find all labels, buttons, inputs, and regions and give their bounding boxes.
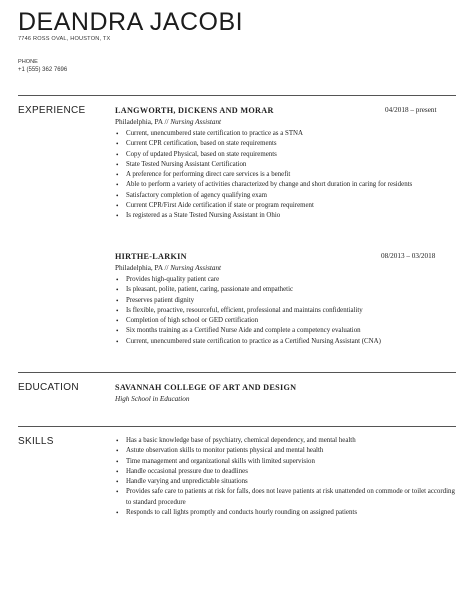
- list-item: • Able to perform a variety of activities characterized by change and short duration in caring for residents: [115, 180, 460, 190]
- section-title-education: EDUCATION: [18, 382, 79, 393]
- divider: [18, 426, 456, 427]
- address: 7746 ROSS OVAL, HOUSTON, TX: [18, 36, 111, 42]
- employer-name: HIRTHE-LARKIN: [115, 252, 187, 261]
- section-title-experience: EXPERIENCE: [18, 105, 86, 116]
- list-item: • Current CPR certification, based on state requirements: [115, 139, 460, 149]
- candidate-name: DEANDRA JACOBI: [18, 8, 244, 36]
- degree: High School in Education: [115, 395, 190, 403]
- job-role: Nursing Assistant: [170, 264, 222, 272]
- list-item: • Responds to call lights promptly and conducts hourly rounding on assigned patients: [115, 508, 460, 518]
- job-location: Philadelphia, PA //: [115, 118, 169, 126]
- job-dates: 08/2013 – 03/2018: [381, 252, 436, 260]
- list-item: • Has a basic knowledge base of psychiatry, chemical dependency, and mental health: [115, 436, 460, 446]
- job-location: Philadelphia, PA //: [115, 264, 169, 272]
- school-name: SAVANNAH COLLEGE OF ART AND DESIGN: [115, 383, 297, 392]
- phone-number: +1 (555) 362 7696: [18, 67, 68, 73]
- list-item: • Provides safe care to patients at risk for falls, does not leave patients at risk unattended on commode or toilet according to standard procedure: [115, 487, 460, 508]
- list-item: • Completion of high school or GED certification: [115, 316, 460, 326]
- list-item: • A preference for performing direct care services is a benefit: [115, 170, 460, 180]
- list-item: • Satisfactory completion of agency qualifying exam: [115, 191, 460, 201]
- section-title-skills: SKILLS: [18, 436, 54, 447]
- list-item: • Is pleasant, polite, patient, caring, passionate and empathetic: [115, 285, 460, 295]
- list-item: • Astute observation skills to monitor patients physical and mental health: [115, 446, 460, 456]
- skills-list: [115, 436, 460, 518]
- job-bullet-list: [115, 275, 460, 347]
- list-item: • Provides high-quality patient care: [115, 275, 460, 285]
- list-item: • Copy of updated Physical, based on state requirements: [115, 150, 460, 160]
- divider: [18, 95, 456, 96]
- list-item: • Handle occasional pressure due to deadlines: [115, 467, 460, 477]
- list-item: • Is registered as a State Tested Nursing Assistant in Ohio: [115, 211, 460, 221]
- list-item: • Handle varying and unpredictable situations: [115, 477, 460, 487]
- list-item: • Preserves patient dignity: [115, 296, 460, 306]
- divider: [18, 372, 456, 373]
- job-location-role: [115, 118, 221, 126]
- list-item: • Current, unencumbered state certification to practice as a Certified Nursing Assistant (CNA): [115, 337, 460, 347]
- list-item: • State Tested Nursing Assistant Certification: [115, 160, 460, 170]
- list-item: • Six months training as a Certified Nurse Aide and complete a competency evaluation: [115, 326, 460, 336]
- job-location-role: [115, 264, 221, 272]
- job-bullet-list: [115, 129, 460, 222]
- list-item: • Current, unencumbered state certification to practice as a STNA: [115, 129, 460, 139]
- phone-label: PHONE: [18, 59, 38, 65]
- employer-name: LANGWORTH, DICKENS AND MORAR: [115, 106, 274, 115]
- job-dates: 04/2018 – present: [385, 106, 437, 114]
- list-item: • Time management and organizational skills with limited supervision: [115, 457, 460, 467]
- list-item: • Is flexible, proactive, resourceful, efficient, professional and maintains confidentiality: [115, 306, 460, 316]
- list-item: • Current CPR/First Aide certification if state or program requirement: [115, 201, 460, 211]
- job-role: Nursing Assistant: [170, 118, 222, 126]
